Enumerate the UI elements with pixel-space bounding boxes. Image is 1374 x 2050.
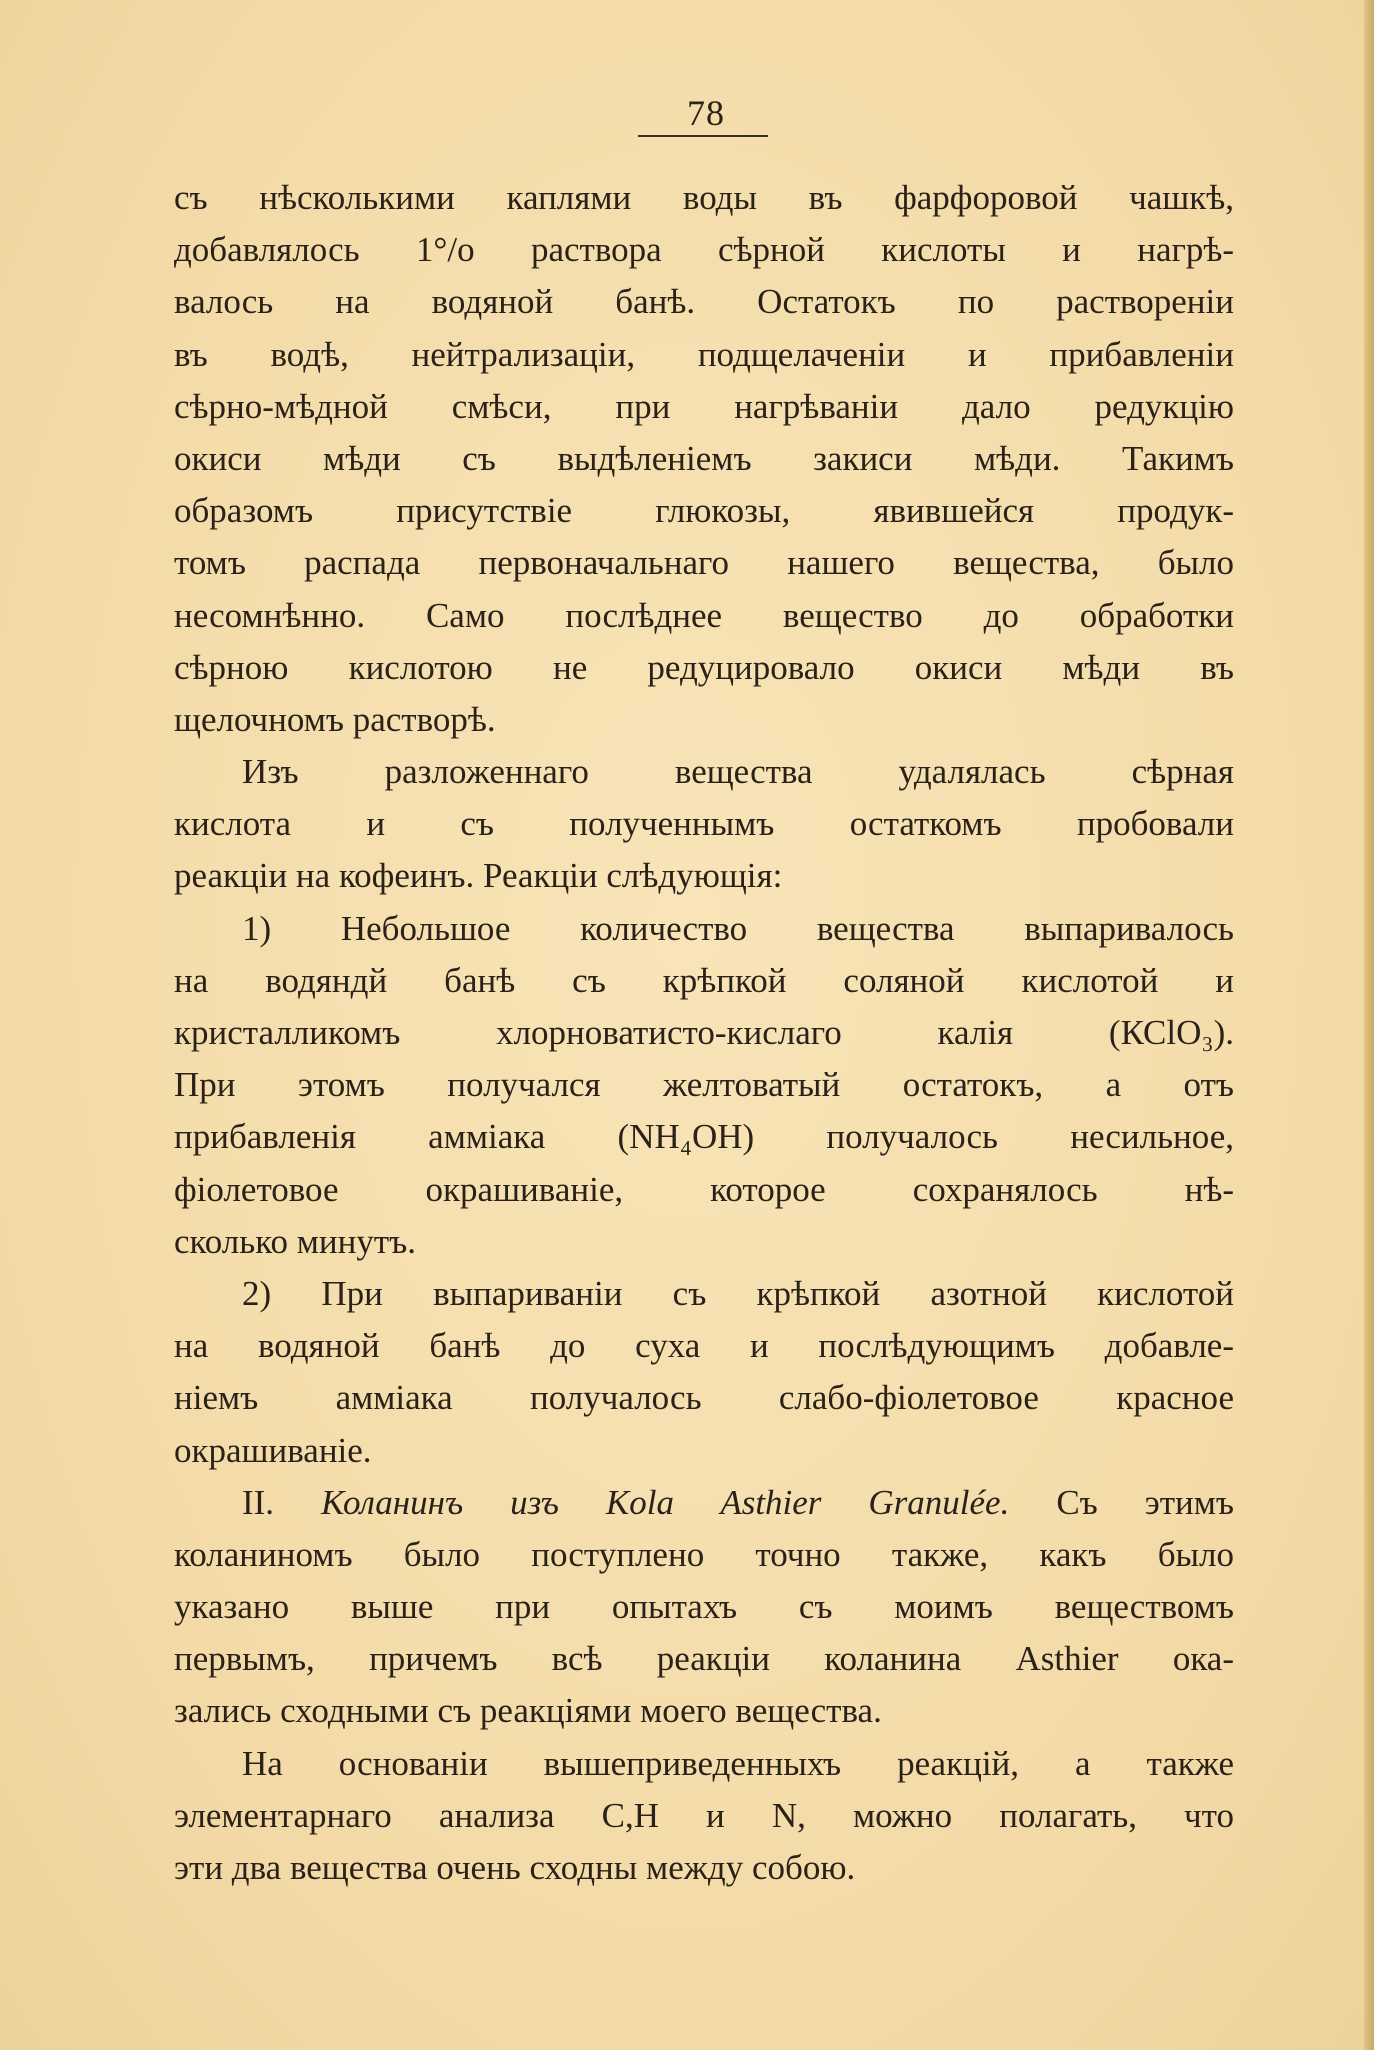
text-line: коланиномъ было поступлено точно также, какъ было [174, 1534, 1234, 1574]
text-line [174, 1477, 1234, 1529]
section-title-italic: Коланинъ изъ Kola Asthier Granulée. [321, 1482, 1010, 1522]
text-line: первымъ, причемъ всѣ реакціи коланина Asthier ока- [174, 1639, 1234, 1679]
text-line: несомнѣнно. Само послѣднее вещество до обработки [174, 595, 1234, 635]
section-line-rest: Съ этимъ [1056, 1482, 1234, 1522]
text-line: 2) При выпариваніи съ крѣпкой азотной кислотой [242, 1273, 1234, 1313]
text-line: эти два вещества очень сходны между собою. [174, 1848, 856, 1887]
text-line: элементарнаго анализа C,H и N, можно полагать, что [174, 1795, 1234, 1835]
text-line: валось на водяной банѣ. Остатокъ по раствореніи [174, 282, 1234, 322]
text-line: прибавленія амміака (NH₄OH) получалось несильное, [174, 1117, 1234, 1157]
section-numeral: II. [242, 1482, 275, 1522]
text-line: зались сходными съ реакціями моего вещества. [174, 1691, 882, 1731]
text-line: щелочномъ растворѣ. [174, 699, 496, 739]
text-line: указано выше при опытахъ съ моимъ веществомъ [174, 1587, 1234, 1627]
text-line: окиси мѣди съ выдѣленіемъ закиси мѣди. Такимъ [174, 438, 1234, 478]
text-line: на водяной банѣ до суха и послѣдующимъ добавле- [174, 1326, 1234, 1366]
text-line: кристалликомъ хлорноватисто-кислаго калія (КСlO₃). [174, 1013, 1234, 1052]
text-line: на водяндй банѣ съ крѣпкой соляной кислотой и [174, 960, 1234, 1000]
text-line: въ водѣ, нейтрализаціи, подщелаченіи и прибавленіи [174, 334, 1234, 374]
text-line: На основаніи вышеприведенныхъ реакцій, а также [242, 1743, 1234, 1783]
text-line: съ нѣсколькими каплями воды въ фарфоровой чашкѣ, [174, 178, 1234, 217]
text-line: образомъ присутствіе глюкозы, явившейся продук- [174, 491, 1234, 531]
text-line: окрашиваніе. [174, 1430, 372, 1470]
text-line: кислота и съ полученнымъ остаткомъ пробовали [174, 804, 1234, 844]
text-line: томъ распада первоначальнаго нашего вещества, было [174, 543, 1234, 583]
page-number: 78 [687, 93, 725, 133]
text-line: ніемъ амміака получалось слабо-фіолетовое красное [174, 1378, 1234, 1418]
text-line: фіолетовое окрашиваніе, которое сохранялось нѣ- [174, 1169, 1234, 1209]
text-line: Изъ разложеннаго вещества удалялась сѣрная [242, 752, 1234, 792]
body-text [174, 172, 1234, 1894]
page-spine-edge [1364, 0, 1374, 2050]
text-line: сколько минутъ. [174, 1221, 416, 1261]
page-number-rule [638, 135, 768, 137]
text-line: сѣрною кислотою не редуцировало окиси мѣди въ [174, 647, 1234, 687]
text-line: добавлялось 1°/о раствора сѣрной кислоты и нагрѣ- [174, 230, 1234, 270]
text-line: сѣрно-мѣдной смѣси, при нагрѣваніи дало редукцію [174, 386, 1234, 426]
text-line: При этомъ получался желтоватый остатокъ, а отъ [174, 1065, 1234, 1105]
text-line: 1) Небольшое количество вещества выпаривалось [242, 908, 1234, 948]
text-line: реакціи на кофеинъ. Реакціи слѣдующія: [174, 856, 783, 896]
